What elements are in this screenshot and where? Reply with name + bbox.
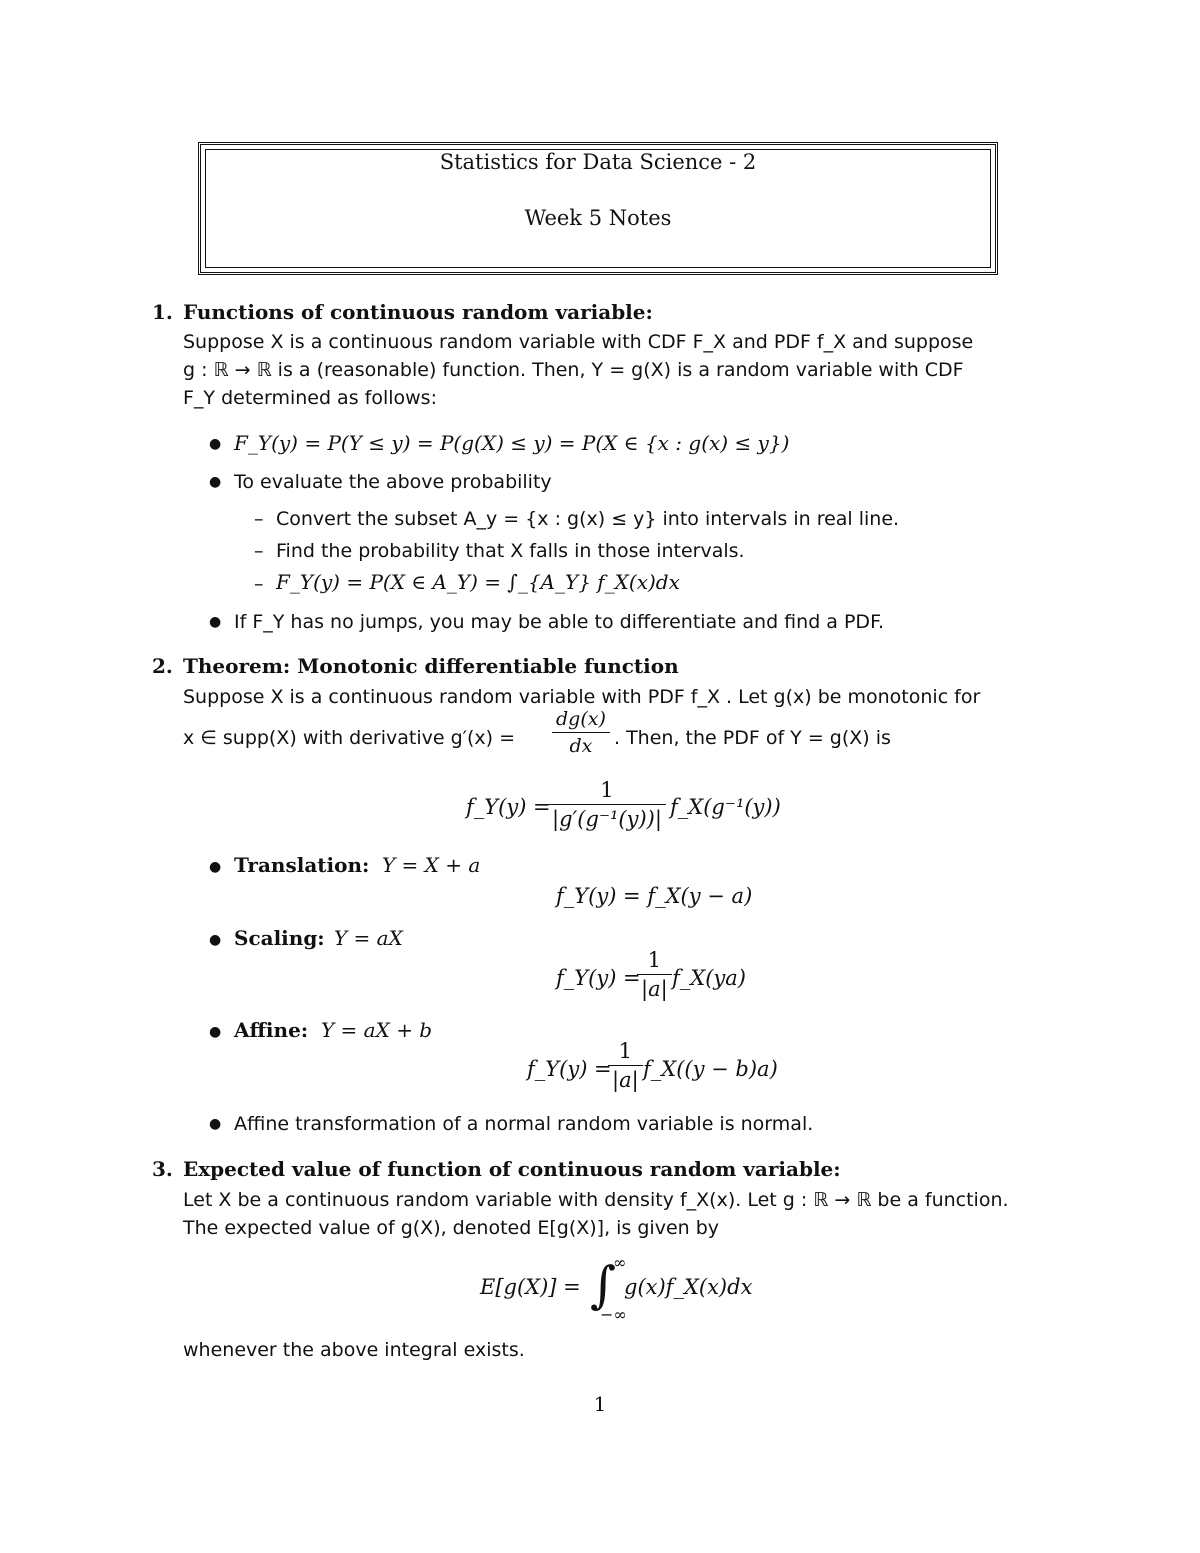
scaling-eq-denominator: |a|: [637, 974, 672, 1001]
affine-normal-note: Affine transformation of a normal random variable is normal.: [234, 1113, 814, 1135]
expectation-eq-lhs: E[g(X)] =: [480, 1275, 581, 1299]
affine-eq-rhs: f_X((y − b)a): [643, 1057, 778, 1081]
bullet-icon: ●: [209, 474, 222, 490]
integral-upper-limit: ∞: [613, 1253, 627, 1272]
section-1-bullet-cdf: F_Y(y) = P(Y ≤ y) = P(g(X) ≤ y) = P(X ∈ {x : g(x) ≤ y}): [234, 431, 790, 455]
derivative-fraction: [552, 708, 610, 757]
section-1-number: 1.: [152, 300, 173, 324]
affine-label: Affine:: [234, 1018, 309, 1042]
section-1-intro-line-3: F_Y determined as follows:: [183, 387, 437, 409]
dash-icon: –: [254, 540, 264, 562]
translation-equation: f_Y(y) = f_X(y − a): [556, 884, 753, 908]
scaling-label: Scaling:: [234, 926, 325, 950]
dash-icon: –: [254, 573, 264, 595]
section-1-bullet-evaluate: To evaluate the above probability: [234, 471, 552, 493]
document-subtitle: Week 5 Notes: [524, 206, 672, 230]
scaling-eq-fraction: [637, 948, 672, 1001]
bullet-icon: ●: [209, 614, 222, 630]
scaling-eq-lhs: f_Y(y) =: [556, 966, 641, 990]
section-3-heading: Expected value of function of continuous random variable:: [183, 1157, 841, 1181]
section-1-bullet-jumps: If F_Y has no jumps, you may be able to differentiate and find a PDF.: [234, 611, 884, 633]
section-1-sub-convert: Convert the subset A_y = {x : g(x) ≤ y} into intervals in real line.: [276, 508, 900, 530]
theorem-eq-numerator: 1: [600, 778, 614, 802]
section-2-number: 2.: [152, 654, 173, 678]
integral-lower-limit: −∞: [600, 1305, 627, 1324]
section-3-intro-line-2: The expected value of g(X), denoted E[g(X)], is given by: [183, 1217, 720, 1239]
document-title: Statistics for Data Science - 2: [439, 150, 757, 174]
affine-definition: Y = aX + b: [321, 1018, 433, 1042]
affine-eq-denominator: |a|: [608, 1065, 643, 1092]
section-1-intro-line-1: Suppose X is a continuous random variable with CDF F_X and PDF f_X and suppose: [183, 331, 974, 353]
bullet-icon: ●: [209, 932, 222, 948]
theorem-eq-fraction: [548, 778, 666, 831]
section-2-heading: Theorem: Monotonic differentiable function: [183, 654, 679, 678]
page-number: 1: [593, 1392, 607, 1416]
theorem-eq-denominator: |g′(g⁻¹(y))|: [548, 804, 666, 831]
section-1-sub-probability: Find the probability that X falls in those intervals.: [276, 540, 745, 562]
affine-eq-lhs: f_Y(y) =: [527, 1057, 612, 1081]
section-1-heading: Functions of continuous random variable:: [183, 300, 653, 324]
translation-definition: Y = X + a: [382, 853, 481, 877]
section-3-intro-line-1: Let X be a continuous random variable with density f_X(x). Let g : ℝ → ℝ be a function.: [183, 1189, 1009, 1211]
expectation-eq-rhs: g(x)f_X(x)dx: [624, 1275, 753, 1299]
affine-eq-fraction: [608, 1039, 643, 1092]
section-2-intro-line-2a: x ∈ supp(X) with derivative g′(x) =: [183, 727, 515, 749]
bullet-icon: ●: [209, 1116, 222, 1132]
section-2-intro-line-2b: . Then, the PDF of Y = g(X) is: [614, 727, 891, 749]
theorem-eq-rhs: f_X(g⁻¹(y)): [670, 795, 781, 819]
dash-icon: –: [254, 508, 264, 530]
section-3-outro: whenever the above integral exists.: [183, 1339, 525, 1361]
scaling-definition: Y = aX: [334, 926, 403, 950]
section-2-intro-line-1: Suppose X is a continuous random variable with PDF f_X . Let g(x) be monotonic for: [183, 686, 981, 708]
derivative-denominator: dx: [552, 732, 610, 757]
bullet-icon: ●: [209, 859, 222, 875]
derivative-numerator: dg(x): [556, 708, 606, 730]
translation-label: Translation:: [234, 853, 370, 877]
bullet-icon: ●: [209, 1024, 222, 1040]
section-1-sub-integral: F_Y(y) = P(X ∈ A_Y) = ∫_{A_Y} f_X(x)dx: [276, 570, 680, 594]
scaling-eq-numerator: 1: [647, 948, 662, 972]
scaling-eq-rhs: f_X(ya): [672, 966, 746, 990]
bullet-icon: ●: [209, 436, 222, 452]
theorem-eq-lhs: f_Y(y) =: [466, 795, 551, 819]
section-3-number: 3.: [152, 1157, 173, 1181]
integral-sign-icon: ∫: [590, 1256, 617, 1314]
section-1-intro-line-2: g : ℝ → ℝ is a (reasonable) function. Then, Y = g(X) is a random variable with CDF: [183, 359, 964, 381]
affine-eq-numerator: 1: [618, 1039, 633, 1063]
